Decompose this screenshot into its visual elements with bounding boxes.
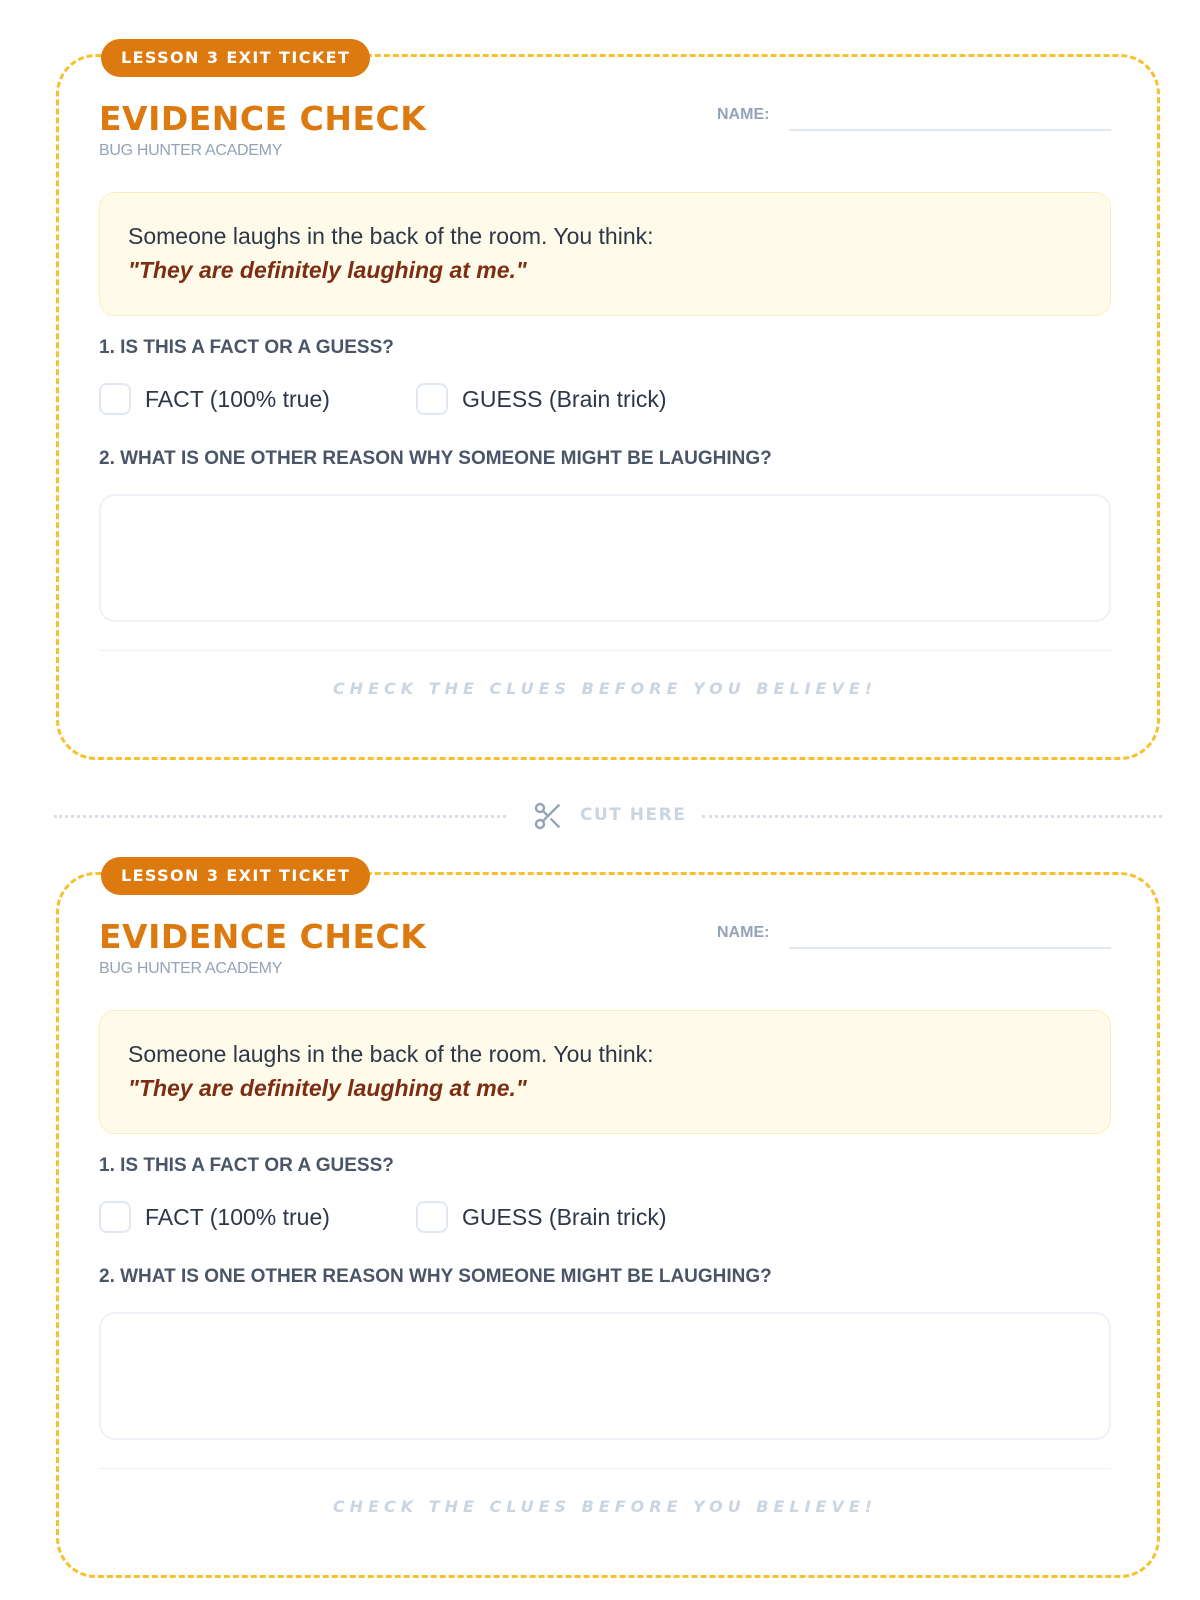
option-guess[interactable]	[416, 382, 666, 416]
question-2-label: 2. WHAT IS ONE OTHER REASON WHY SOMEONE MIGHT BE LAUGHING?	[99, 448, 772, 469]
guess-checkbox[interactable]	[416, 383, 448, 415]
cut-here-divider	[54, 796, 1162, 836]
guess-checkbox[interactable]	[416, 1201, 448, 1233]
scenario-thought: "They are definitely laughing at me."	[128, 1075, 527, 1101]
scenario-text: Someone laughs in the back of the room. You think:	[128, 223, 654, 249]
cut-dotted-line-left	[54, 815, 506, 818]
ticket-title: EVIDENCE CHECK	[99, 917, 427, 956]
footer-motto: CHECK THE CLUES BEFORE YOU BELIEVE!	[332, 1497, 878, 1516]
scenario-text: Someone laughs in the back of the room. You think:	[128, 1041, 654, 1067]
exit-ticket-card-1	[56, 48, 1160, 760]
question-1-label: 1. IS THIS A FACT OR A GUESS?	[99, 1155, 394, 1176]
name-write-line[interactable]	[789, 129, 1111, 131]
cut-here-label: CUT HERE	[580, 805, 687, 825]
answer-box[interactable]	[99, 1312, 1111, 1440]
name-label: NAME:	[717, 106, 770, 123]
ticket-title: EVIDENCE CHECK	[99, 99, 427, 138]
option-fact-label: FACT (100% true)	[145, 1203, 330, 1230]
ticket-subtitle: BUG HUNTER ACADEMY	[99, 960, 283, 977]
option-guess-label: GUESS (Brain trick)	[462, 385, 667, 412]
name-write-line[interactable]	[789, 947, 1111, 949]
footer-divider	[99, 650, 1111, 651]
cut-dotted-line-right	[702, 815, 1162, 818]
question-2-label: 2. WHAT IS ONE OTHER REASON WHY SOMEONE MIGHT BE LAUGHING?	[99, 1266, 772, 1287]
lesson-badge: LESSON 3 EXIT TICKET	[101, 39, 370, 77]
lesson-badge: LESSON 3 EXIT TICKET	[101, 857, 370, 895]
option-guess[interactable]	[416, 1200, 666, 1234]
ticket-subtitle: BUG HUNTER ACADEMY	[99, 142, 283, 159]
exit-ticket-card-2	[56, 866, 1160, 1578]
scenario-box	[99, 192, 1111, 316]
scissors-icon	[532, 800, 564, 832]
footer-divider	[99, 1468, 1111, 1469]
option-fact[interactable]	[99, 1200, 330, 1234]
option-guess-label: GUESS (Brain trick)	[462, 1203, 667, 1230]
scenario-box	[99, 1010, 1111, 1134]
footer-motto: CHECK THE CLUES BEFORE YOU BELIEVE!	[332, 679, 878, 698]
answer-box[interactable]	[99, 494, 1111, 622]
option-fact-label: FACT (100% true)	[145, 385, 330, 412]
question-1-label: 1. IS THIS A FACT OR A GUESS?	[99, 337, 394, 358]
scenario-thought: "They are definitely laughing at me."	[128, 257, 527, 283]
fact-checkbox[interactable]	[99, 383, 131, 415]
name-label: NAME:	[717, 924, 770, 941]
fact-checkbox[interactable]	[99, 1201, 131, 1233]
option-fact[interactable]	[99, 382, 330, 416]
